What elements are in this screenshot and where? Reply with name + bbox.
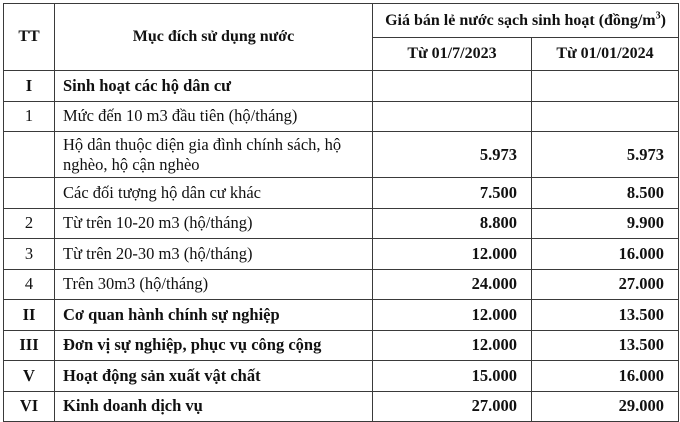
header-period-2024: Từ 01/01/2024 — [532, 38, 679, 71]
row-purpose: Hoạt động sản xuất vật chất — [55, 361, 373, 392]
table-row — [4, 391, 679, 422]
table-row — [4, 71, 679, 102]
row-price-2023 — [373, 101, 532, 132]
table-row — [4, 101, 679, 132]
row-price-2024: 8.500 — [532, 178, 679, 209]
row-purpose: Từ trên 10-20 m3 (hộ/tháng) — [55, 208, 373, 239]
row-tt: II — [4, 300, 55, 331]
row-purpose: Cơ quan hành chính sự nghiệp — [55, 300, 373, 331]
row-price-2024: 29.000 — [532, 391, 679, 422]
header-price-unit-sup: 3 — [655, 10, 661, 22]
table-row — [4, 269, 679, 300]
water-price-table — [3, 3, 679, 422]
row-price-2024: 13.500 — [532, 330, 679, 361]
row-tt: 4 — [4, 269, 55, 300]
row-price-2024 — [532, 101, 679, 132]
header-period-2023: Từ 01/7/2023 — [373, 38, 532, 71]
table-row — [4, 208, 679, 239]
row-price-2023: 24.000 — [373, 269, 532, 300]
row-purpose: Đơn vị sự nghiệp, phục vụ công cộng — [55, 330, 373, 361]
row-tt: 2 — [4, 208, 55, 239]
header-price-group-close: ) — [660, 11, 666, 29]
row-purpose: Hộ dân thuộc diện gia đình chính sách, hộ nghèo, hộ cận nghèo — [55, 132, 373, 178]
row-price-2024: 9.900 — [532, 208, 679, 239]
table-body — [4, 71, 679, 422]
row-price-2023: 12.000 — [373, 239, 532, 270]
row-price-2024: 13.500 — [532, 300, 679, 331]
row-price-2023: 7.500 — [373, 178, 532, 209]
header-purpose: Mục đích sử dụng nước — [55, 4, 373, 71]
row-tt: 1 — [4, 101, 55, 132]
table-row — [4, 300, 679, 331]
row-price-2023: 5.973 — [373, 132, 532, 178]
row-tt — [4, 132, 55, 178]
table-row — [4, 178, 679, 209]
table-header — [4, 4, 679, 71]
row-price-2024: 5.973 — [532, 132, 679, 178]
row-price-2024: 27.000 — [532, 269, 679, 300]
row-tt: 3 — [4, 239, 55, 270]
row-purpose: Kinh doanh dịch vụ — [55, 391, 373, 422]
row-purpose: Trên 30m3 (hộ/tháng) — [55, 269, 373, 300]
row-price-2023 — [373, 71, 532, 102]
row-purpose: Từ trên 20-30 m3 (hộ/tháng) — [55, 239, 373, 270]
row-purpose: Các đối tượng hộ dân cư khác — [55, 178, 373, 209]
header-row-1 — [4, 4, 679, 38]
row-price-2023: 8.800 — [373, 208, 532, 239]
row-tt: I — [4, 71, 55, 102]
row-tt: VI — [4, 391, 55, 422]
row-purpose: Mức đến 10 m3 đầu tiên (hộ/tháng) — [55, 101, 373, 132]
row-price-2024 — [532, 71, 679, 102]
row-price-2023: 12.000 — [373, 300, 532, 331]
header-tt: TT — [4, 4, 55, 71]
row-tt: V — [4, 361, 55, 392]
row-tt — [4, 178, 55, 209]
table-row — [4, 239, 679, 270]
table-row — [4, 330, 679, 361]
row-purpose: Sinh hoạt các hộ dân cư — [55, 71, 373, 102]
header-price-group-label: Giá bán lẻ nước sạch sinh hoạt (đồng/m — [385, 11, 656, 29]
row-price-2023: 27.000 — [373, 391, 532, 422]
row-price-2024: 16.000 — [532, 361, 679, 392]
row-tt: III — [4, 330, 55, 361]
header-price-group — [373, 4, 679, 38]
table-row — [4, 361, 679, 392]
row-price-2023: 12.000 — [373, 330, 532, 361]
table-row — [4, 132, 679, 178]
row-price-2023: 15.000 — [373, 361, 532, 392]
row-price-2024: 16.000 — [532, 239, 679, 270]
